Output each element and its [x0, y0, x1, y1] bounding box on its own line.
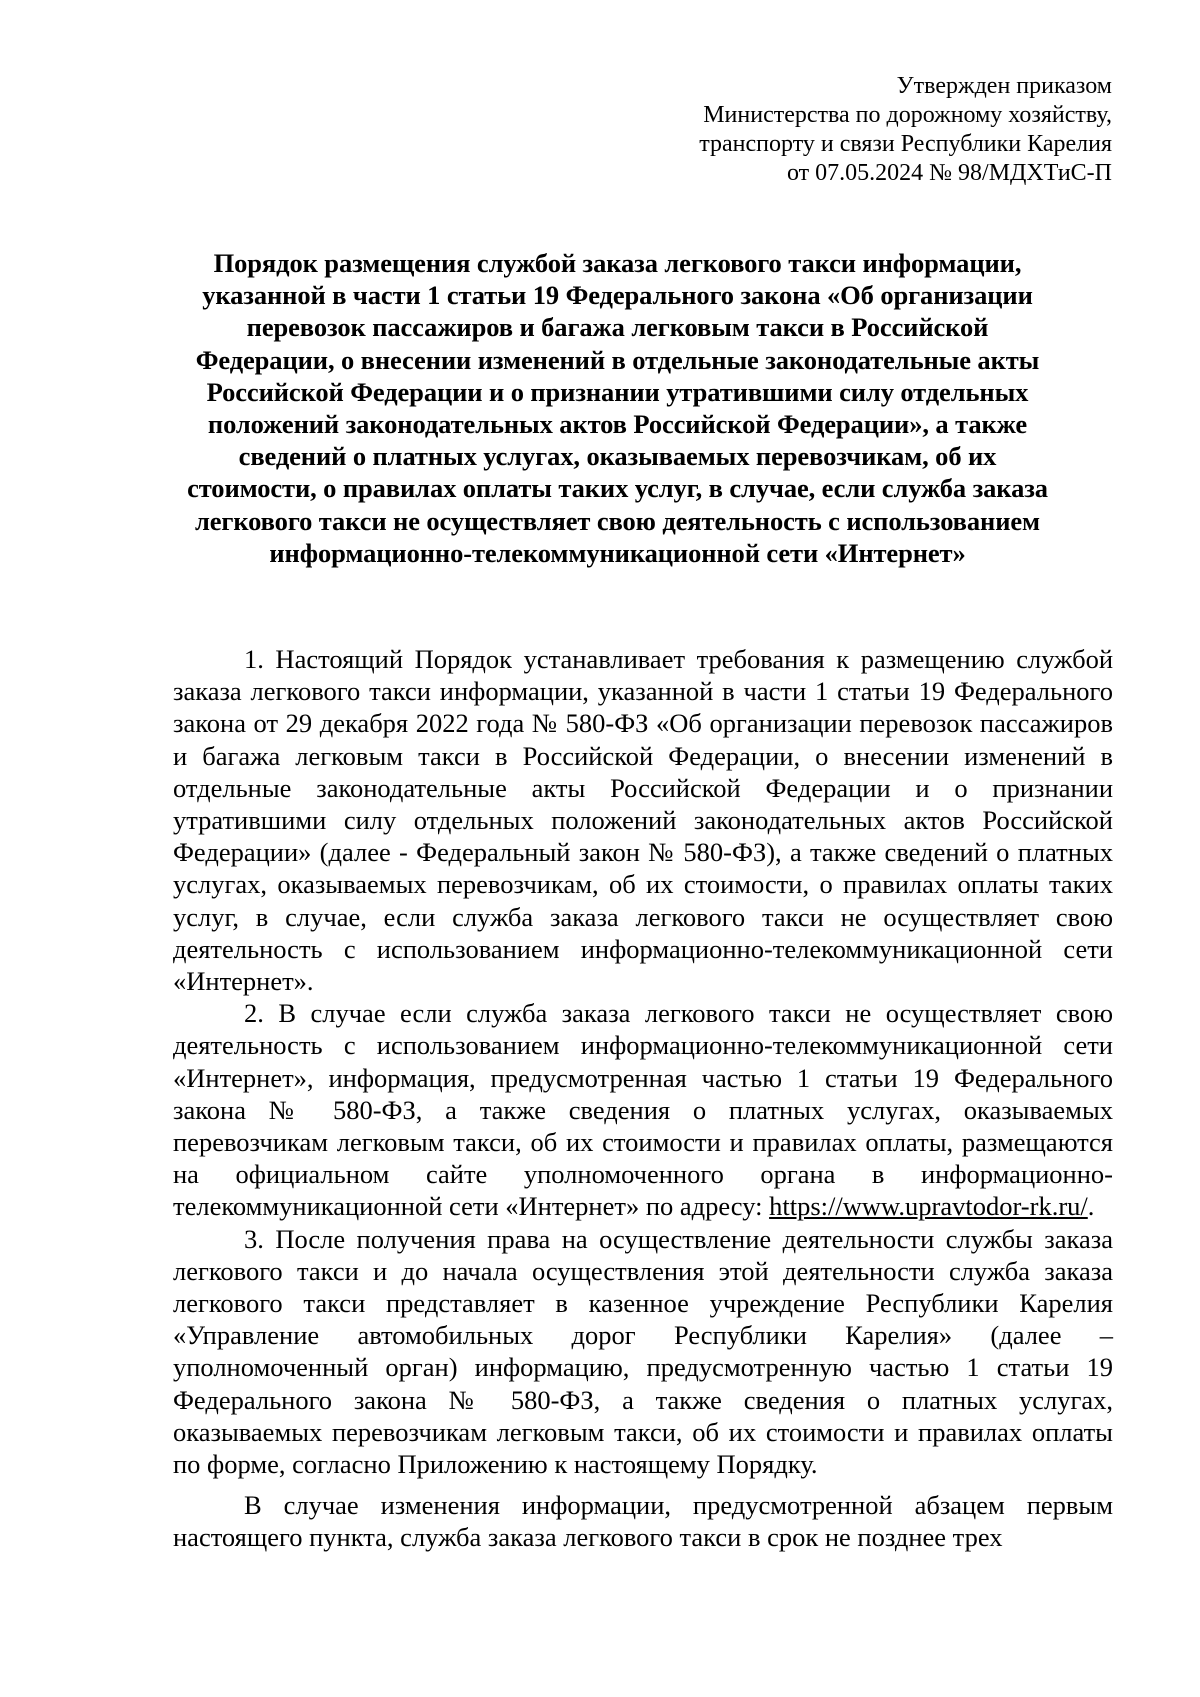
- paragraph-2-end: .: [1087, 1191, 1095, 1222]
- paragraph-2: [173, 997, 1113, 1222]
- title-line: стоимости, о правилах оплаты таких услуг, в случае, если служба заказа: [187, 473, 1048, 504]
- title-line: Российской Федерации и о признании утратившими силу отдельных: [206, 376, 1029, 407]
- title-line: легкового такси не осуществляет свою деятельность с использованием: [194, 505, 1040, 536]
- paragraph-3: 3. После получения права на осуществление деятельности службы заказа легкового такси и до начала осуществления этой деятельности служба заказа легкового такси представляет в казенное учреждение Республики Карелия «Управление автомобильных дорог Республики Карелия» (далее – уполномоченный орган) информацию, предусмотренную частью 1 статьи 19 Федерального закона № 580-ФЗ, а также сведения о платных услугах, оказываемых перевозчикам легковым такси, об их стоимости и правилах оплаты по форме, согласно Приложению к настоящему Порядку.: [173, 1223, 1113, 1480]
- paragraph-2-text: 2. В случае если служба заказа легкового такси не осуществляет свою деятельность с использованием информационно-телекоммуникационной сети «Интернет», информация, предусмотренная частью 1 статьи 19 Федерального закона № 580-ФЗ, а также сведения о платных услугах, оказываемых перевозчикам легковым такси, об их стоимости и правилах оплаты, размещаются на официальном сайте уполномоченного органа в информационно-телекоммуникационной сети «Интернет» по адресу:: [173, 998, 1113, 1222]
- approval-line: Утвержден приказом: [896, 73, 1112, 99]
- website-link[interactable]: https://www.upravtodor-rk.ru/: [769, 1191, 1088, 1222]
- title-line: Федерации, о внесении изменений в отдельные законодательные акты: [195, 344, 1040, 375]
- document-title: [150, 247, 1085, 569]
- approval-line: от 07.05.2024 № 98/МДХТиС-П: [786, 160, 1112, 186]
- approval-line: Министерства по дорожному хозяйству,: [703, 102, 1112, 128]
- title-line: сведений о платных услугах, оказываемых перевозчикам, об их: [238, 441, 997, 472]
- title-line: информационно-телекоммуникационной сети «Интернет»: [269, 537, 966, 568]
- title-line: перевозок пассажиров и багажа легковым такси в Российской: [246, 312, 989, 343]
- paragraph-4: В случае изменения информации, предусмотренной абзацем первым настоящего пункта, служба заказа легкового такси в срок не позднее трех: [173, 1490, 1113, 1553]
- approval-stamp: [592, 72, 1112, 188]
- paragraph-1: 1. Настоящий Порядок устанавливает требования к размещению службой заказа легкового такси информации, указанной в части 1 статьи 19 Федерального закона от 29 декабря 2022 года № 580-ФЗ «Об организации перевозок пассажиров и багажа легковым такси в Российской Федерации, о внесении изменений в отдельные законодательные акты Российской Федерации и о признании утратившими силу отдельных положений законодательных актов Российской Федерации» (далее - Федеральный закон № 580-ФЗ), а также сведений о платных услугах, оказываемых перевозчикам, об их стоимости, о правилах оплаты таких услуг, в случае, если служба заказа легкового такси не осуществляет свою деятельность с использованием информационно-телекоммуникационной сети «Интернет».: [173, 644, 1113, 997]
- document-body: [173, 643, 1113, 1554]
- title-line: положений законодательных актов Российской Федерации», а также: [207, 409, 1028, 440]
- title-line: указанной в части 1 статьи 19 Федерального закона «Об организации: [202, 280, 1033, 311]
- approval-line: транспорту и связи Республики Карелия: [699, 131, 1112, 157]
- title-line: Порядок размещения службой заказа легкового такси информации,: [213, 248, 1022, 278]
